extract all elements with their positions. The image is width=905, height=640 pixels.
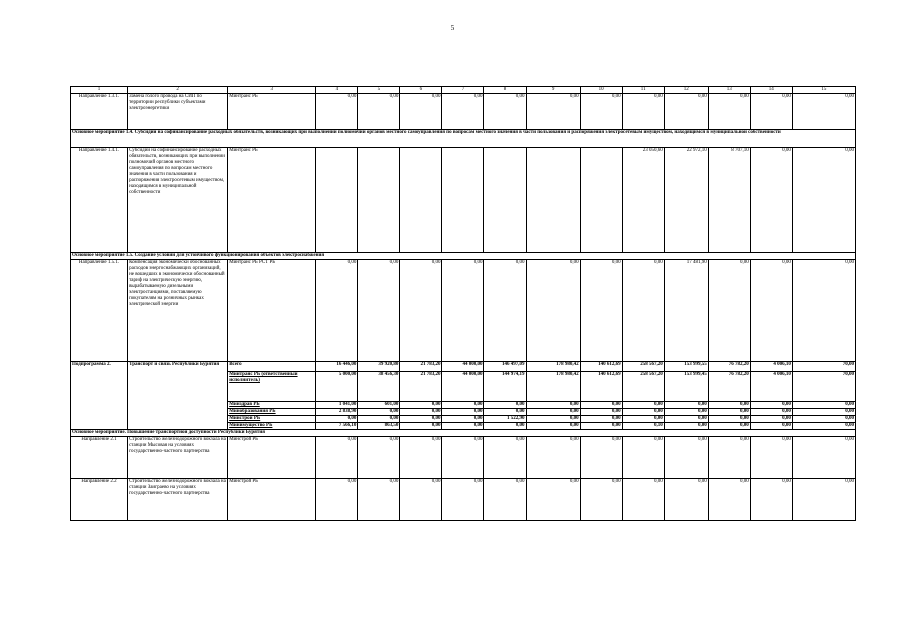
value-cell: 0,00	[622, 416, 664, 423]
value-cell: 0,00	[580, 260, 622, 362]
column-number: 1	[71, 87, 128, 94]
value-cell: 0,00	[622, 94, 664, 130]
column-number: 5	[358, 87, 400, 94]
column-number: 7	[442, 87, 484, 94]
value-cell: 0,00	[664, 479, 708, 521]
value-cell: 0,00	[792, 416, 855, 423]
value-cell: 0,00	[622, 437, 664, 479]
value-cell: 0,00	[442, 416, 484, 423]
value-cell: 0,00	[442, 260, 484, 362]
measure-name: Строительство железнодорожного вокзала на станции Заиграево на условиях государственно-частного партнерства	[128, 479, 228, 521]
value-cell: 0,00	[400, 423, 442, 430]
value-cell: 0,00	[358, 437, 400, 479]
value-cell: 0,00	[358, 409, 400, 416]
budget-table	[70, 86, 856, 521]
value-cell: 0,00	[664, 409, 708, 416]
value-cell: 0,00	[750, 260, 792, 362]
value-cell: 76 782,20	[708, 372, 750, 402]
value-cell: 0,00	[664, 416, 708, 423]
value-cell: 0,00	[484, 94, 526, 130]
value-cell: 258 567,20	[622, 362, 664, 372]
value-cell: 0,00	[750, 479, 792, 521]
value-cell: 0,10	[622, 423, 664, 430]
value-cell: 0,00	[792, 409, 855, 416]
column-number: 6	[400, 87, 442, 94]
value-cell: 0,00	[526, 423, 580, 430]
value-cell: 0,00	[484, 260, 526, 362]
measure-code: Направление 2.2	[71, 479, 128, 521]
value-cell: 0,00	[316, 94, 358, 130]
value-cell: 39 920,80	[358, 362, 400, 372]
value-cell: 0,00	[792, 148, 855, 253]
value-cell: 0,00	[442, 402, 484, 409]
column-number: 11	[622, 87, 664, 94]
value-cell: 0,00	[358, 479, 400, 521]
value-cell: 44 000,00	[442, 362, 484, 372]
value-cell: 0,00	[484, 423, 526, 430]
measure-row	[71, 148, 856, 253]
value-cell	[400, 148, 442, 253]
value-cell: 0,00	[400, 479, 442, 521]
value-cell: 601,00	[358, 402, 400, 409]
value-cell	[526, 148, 580, 253]
value-cell: 0,00	[792, 479, 855, 521]
value-cell: 0,00	[442, 479, 484, 521]
value-cell: 178 980,42	[526, 372, 580, 402]
column-number: 3	[228, 87, 316, 94]
subprogram-row	[71, 362, 856, 372]
value-cell: 2 838,90	[316, 409, 358, 416]
value-cell: 23 050,60	[622, 148, 664, 253]
column-number: 15	[792, 87, 855, 94]
value-cell: 0,00	[750, 416, 792, 423]
value-cell: 76 782,20	[708, 362, 750, 372]
value-cell: 16 446,00	[316, 362, 358, 372]
value-cell: 146 497,09	[484, 362, 526, 372]
value-cell: 38 456,30	[358, 372, 400, 402]
column-number: 14	[750, 87, 792, 94]
value-cell: 0,00	[792, 437, 855, 479]
value-cell: 0,00	[400, 402, 442, 409]
value-cell: 44 000,00	[442, 372, 484, 402]
value-cell: 0,00	[750, 423, 792, 430]
value-cell: 0,00	[400, 260, 442, 362]
section-title: Основное мероприятие 1.4. Субсидии на софинансирование расходных обязательств, возникающих при выполнении полномочий органов местного самоуправления по вопросам местного значения в части пользования и распоряжения электросетевым имуществом, находящимся в муниципальной собственности	[71, 130, 856, 148]
value-cell: 0,00	[526, 416, 580, 423]
value-cell: 0,00	[708, 416, 750, 423]
value-cell	[316, 148, 358, 253]
value-cell: 0,00	[580, 437, 622, 479]
subprogram-name: Транспорт и связь Республики Бурятия	[128, 362, 228, 430]
value-cell: 8 707,10	[708, 148, 750, 253]
value-cell: 178 980,42	[526, 362, 580, 372]
measure-name: Строительство железнодорожного вокзала на станции Мысовая на условиях государственно-частного партнерства	[128, 437, 228, 479]
value-cell: 0,00	[580, 479, 622, 521]
value-cell: 0,00	[316, 437, 358, 479]
value-cell: 0,00	[664, 94, 708, 130]
value-cell: 153 999,55	[664, 362, 708, 372]
measure-row	[71, 94, 856, 130]
value-cell: 0,00	[580, 409, 622, 416]
value-cell: 1 041,00	[316, 402, 358, 409]
subprogram-executor: Всего	[228, 362, 316, 372]
subprogram-code: Подпрограмма 2.	[71, 362, 128, 430]
value-cell: 0,00	[442, 437, 484, 479]
value-cell: 144 974,19	[484, 372, 526, 402]
value-cell: 0,00	[750, 437, 792, 479]
value-cell: 0,00	[708, 437, 750, 479]
value-cell: 7 566,10	[316, 423, 358, 430]
value-cell: 22 972,10	[664, 148, 708, 253]
section-title: Основное мероприятие 1.5. Создание условий для устойчивого функционирования объектов электроснабжения	[71, 253, 856, 260]
column-number: 10	[580, 87, 622, 94]
value-cell: 0,00	[792, 94, 855, 130]
measure-row	[71, 260, 856, 362]
measure-executor: Минстрой РБ	[228, 479, 316, 521]
value-cell: 0,00	[442, 94, 484, 130]
value-cell: 0,00	[526, 409, 580, 416]
value-cell: 0,00	[708, 260, 750, 362]
column-number: 2	[128, 87, 228, 94]
value-cell	[442, 148, 484, 253]
measure-row	[71, 437, 856, 479]
measure-code: Направление 1.5.1.	[71, 260, 128, 362]
value-cell: 0,00	[358, 94, 400, 130]
subprogram-executor: Минобразования РБ	[228, 409, 316, 416]
measure-executor: Минстрой РБ	[228, 437, 316, 479]
column-number: 4	[316, 87, 358, 94]
column-number-row	[71, 87, 856, 94]
value-cell: 0,00	[664, 423, 708, 430]
value-cell: 70,00	[792, 362, 855, 372]
value-cell: 17 481,90	[664, 260, 708, 362]
value-cell: 0,00	[708, 479, 750, 521]
value-cell: 0,00	[442, 423, 484, 430]
value-cell: 0,00	[400, 416, 442, 423]
value-cell: 0,00	[526, 260, 580, 362]
section-row	[71, 253, 856, 260]
value-cell: 0,00	[400, 437, 442, 479]
value-cell: 0,00	[442, 409, 484, 416]
value-cell: 0,00	[358, 260, 400, 362]
value-cell: 0,00	[622, 260, 664, 362]
value-cell: 0,00	[316, 416, 358, 423]
value-cell: 0,00	[484, 409, 526, 416]
value-cell: 0,00	[400, 94, 442, 130]
subprogram-executor: Минтранс РБ (ответственный исполнитель)	[228, 372, 316, 402]
page-number: 5	[450, 24, 455, 32]
value-cell	[358, 148, 400, 253]
value-cell: 140 612,69	[580, 372, 622, 402]
value-cell: 0,00	[526, 437, 580, 479]
value-cell: 0,00	[580, 402, 622, 409]
value-cell: 0,00	[622, 402, 664, 409]
value-cell: 0,00	[400, 409, 442, 416]
value-cell: 0,00	[792, 423, 855, 430]
value-cell: 0,00	[484, 437, 526, 479]
value-cell: 0,00	[316, 260, 358, 362]
value-cell: 4 006,10	[750, 362, 792, 372]
value-cell: 0,00	[622, 409, 664, 416]
column-number: 12	[664, 87, 708, 94]
value-cell: 0,00	[750, 148, 792, 253]
measure-code: Направление 2.1	[71, 437, 128, 479]
subprogram-executor: Минимущество РБ	[228, 423, 316, 430]
value-cell: 0,00	[526, 479, 580, 521]
value-cell: 0,00	[750, 409, 792, 416]
subprogram-executor: Минстрой РБ	[228, 416, 316, 423]
value-cell: 0,00	[484, 479, 526, 521]
column-number: 8	[484, 87, 526, 94]
value-cell: 0,00	[750, 94, 792, 130]
value-cell: 0,00	[664, 437, 708, 479]
value-cell: 0,00	[708, 94, 750, 130]
value-cell: 0,00	[708, 409, 750, 416]
value-cell: 0,00	[792, 402, 855, 409]
value-cell: 0,00	[484, 402, 526, 409]
value-cell: 21 783,20	[400, 362, 442, 372]
value-cell: 0,00	[580, 423, 622, 430]
value-cell: 0,00	[580, 94, 622, 130]
value-cell: 0,00	[358, 416, 400, 423]
section-title: Основное мероприятие. Повышение транспортной доступности Республики Бурятия	[71, 430, 856, 437]
column-number: 13	[708, 87, 750, 94]
value-cell: 1 522,90	[484, 416, 526, 423]
value-cell	[580, 148, 622, 253]
value-cell: 0,00	[622, 479, 664, 521]
value-cell: 140 612,69	[580, 362, 622, 372]
value-cell: 4 006,10	[750, 372, 792, 402]
value-cell: 21 783,20	[400, 372, 442, 402]
value-cell: 0,00	[708, 423, 750, 430]
measure-code: Направление 1.4.1.	[71, 148, 128, 253]
value-cell: 70,00	[792, 372, 855, 402]
measure-name: Субсидии на софинансирование расходных обязательств, возникающих при выполнении полномочий органов местного самоуправления по вопросам местного значения в части пользования и распоряжения электросетевым имуществом, находящимся в муниципальной собственности	[128, 148, 228, 253]
value-cell: 153 999,45	[664, 372, 708, 402]
value-cell: 5 000,00	[316, 372, 358, 402]
value-cell: 0,00	[708, 402, 750, 409]
measure-row	[71, 479, 856, 521]
value-cell: 0,00	[526, 402, 580, 409]
value-cell: 0,00	[526, 94, 580, 130]
section-row	[71, 130, 856, 148]
value-cell: 258 567,20	[622, 372, 664, 402]
measure-name: Компенсация экономически обоснованных расходов энергоснабжающих организаций, не вошедших в экономически обоснованный тариф на электрическую энергию, вырабатываемую дизельными электростанциями, поставляемую покупателям на розничных рынках электрической энергии	[128, 260, 228, 362]
measure-code: Направление 1.3.1.	[71, 94, 128, 130]
value-cell: 0,00	[664, 402, 708, 409]
measure-executor: Минтранс РБ РСТ РБ	[228, 260, 316, 362]
value-cell: 0,00	[792, 260, 855, 362]
subprogram-executor: Минздрав РБ	[228, 402, 316, 409]
column-number: 9	[526, 87, 580, 94]
value-cell: 0,00	[750, 402, 792, 409]
value-cell: 0,00	[316, 479, 358, 521]
value-cell: 863,50	[358, 423, 400, 430]
measure-executor: Минтранс РБ	[228, 94, 316, 130]
value-cell	[484, 148, 526, 253]
measure-executor: Минтранс РБ	[228, 148, 316, 253]
value-cell: 0,00	[580, 416, 622, 423]
section-row	[71, 430, 856, 437]
measure-name: Замена голого провода на СИП по территории республики субъектами электроэнергетики	[128, 94, 228, 130]
